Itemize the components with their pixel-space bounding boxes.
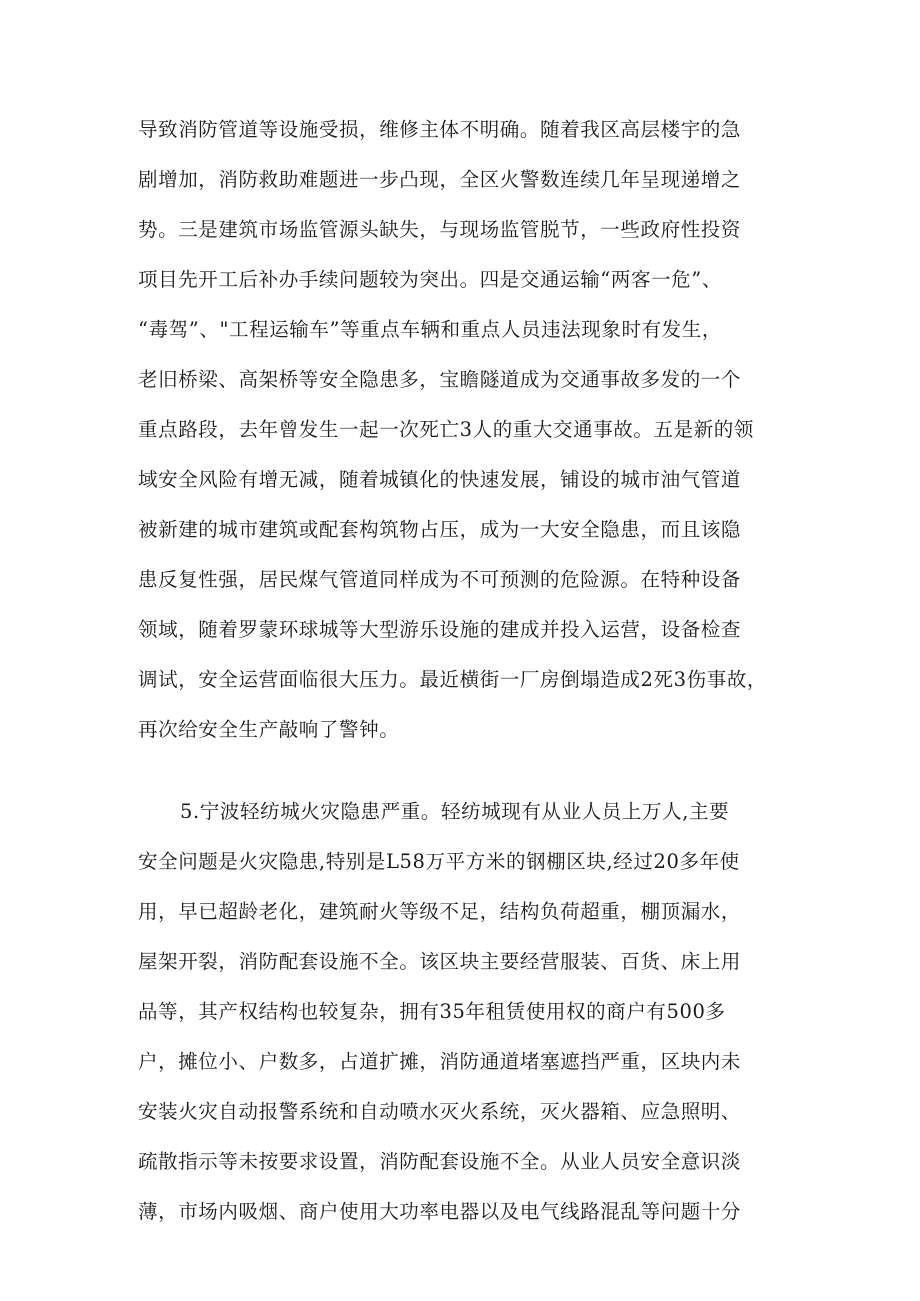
text-line: 项目先开工后补办手续问题较为突出。四是交通运输“两客一危”、 (138, 268, 722, 291)
text-line: 域安全风险有增无减，随着城镇化的快速发展，铺设的城市油气管道 (138, 468, 742, 491)
text-line: 老旧桥梁、高架桥等安全隐患多，宝瞻隧道成为交通事故多发的一个 (138, 368, 742, 391)
text-line: 患反复性强，居民煤气管道同样成为不可预测的危险源。在特种设备 (138, 568, 742, 591)
text-line: 势。三是建筑市场监管源头缺失，与现场监管脱节，一些政府性投资 (138, 218, 742, 241)
text-line: 安装火灾自动报警系统和自动喷水灭火系统，灭火器箱、应急照明、 (138, 1100, 742, 1123)
text-line: 剧增加，消防救助难题进一步凸现，全区火警数连续几年呈现递增之 (138, 168, 742, 191)
text-line: 领域，随着罗蒙环球城等大型游乐设施的建成并投入运营，设备检查 (138, 618, 742, 641)
text-line: 5.宁波轻纺城火灾隐患严重。轻纺城现有从业人员上万人,主要 (180, 800, 730, 823)
text-line: 再次给安全生产敲响了警钟。 (138, 718, 400, 741)
text-line: “毒驾”、"工程运输车”等重点车辆和重点人员违法现象时有发生， (138, 318, 722, 341)
text-line: 用，早已超龄老化，建筑耐火等级不足，结构负荷超重，棚顶漏水， (138, 900, 742, 923)
text-line: 屋架开裂，消防配套设施不全。该区块主要经营服装、百货、床上用 (138, 950, 742, 973)
text-line: 重点路段，去年曾发生一起一次死亡3人的重大交通事故。五是新的领 (138, 418, 755, 441)
text-line: 导致消防管道等设施受损，维修主体不明确。随着我区高层楼宇的急 (138, 118, 742, 141)
text-line: 安全问题是火灾隐患,特别是L58万平方米的钢棚区块,经过20多年使 (138, 850, 740, 873)
text-line: 调试，安全运营面临很大压力。最近横街一厂房倒塌造成2死3伤事故， (138, 668, 768, 691)
text-line: 薄，市场内吸烟、商户使用大功率电器以及电气线路混乱等问题十分 (138, 1200, 742, 1223)
text-line: 疏散指示等未按要求设置，消防配套设施不全。从业人员安全意识淡 (138, 1150, 742, 1173)
text-line: 品等，其产权结构也较复杂，拥有35年租赁使用权的商户有500多 (138, 1000, 726, 1023)
text-line: 被新建的城市建筑或配套构筑物占压，成为一大安全隐患，而且该隐 (138, 518, 742, 541)
text-line: 户，摊位小、户数多，占道扩摊，消防通道堵塞遮挡严重，区块内未 (138, 1050, 742, 1073)
